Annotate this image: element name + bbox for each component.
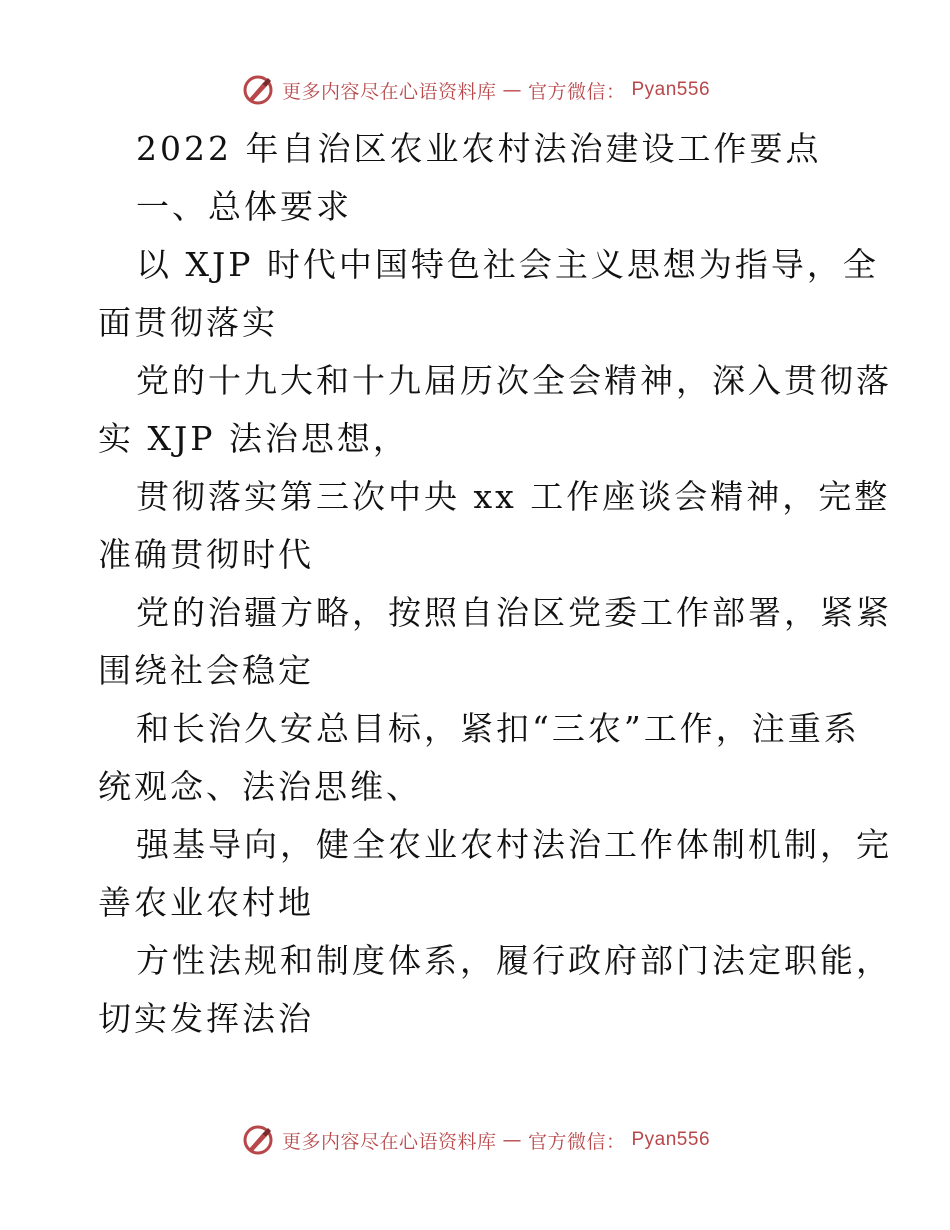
text-line: 准确贯彻时代	[98, 535, 314, 574]
text-line: 实 XJP 法治思想，	[98, 419, 409, 458]
pen-logo-icon	[240, 1122, 276, 1158]
text-line: 强基导向，健全农业农村法治工作体制机制，完	[136, 825, 892, 864]
text-line: 善农业农村地	[98, 883, 314, 922]
document-body	[98, 120, 892, 1048]
footer-watermark	[0, 1120, 950, 1160]
text-line: 党的治疆方略，按照自治区党委工作部署，紧紧	[136, 593, 892, 632]
watermark-wechat-label: 官方微信：	[527, 1130, 626, 1153]
watermark-wechat-id: Pyan556	[631, 1129, 711, 1150]
watermark-site-text: 更多内容尽在心语资料库	[281, 80, 497, 103]
document-title: 2022 年自治区农业农村法治建设工作要点	[136, 129, 822, 168]
pen-logo-icon	[240, 72, 276, 108]
watermark-site-text: 更多内容尽在心语资料库	[281, 1130, 497, 1153]
watermark-wechat-id: Pyan556	[631, 79, 711, 100]
paragraph-lines	[98, 236, 892, 1048]
text-line: 统观念、法治思维、	[98, 767, 422, 806]
text-line: 和长治久安总目标，紧扣“三农”工作，注重系	[136, 709, 860, 748]
text-line: 切实发挥法治	[98, 999, 314, 1038]
watermark-separator: —	[502, 79, 522, 101]
text-line: 面贯彻落实	[98, 303, 278, 342]
text-line: 以 XJP 时代中国特色社会主义思想为指导，全	[136, 245, 879, 284]
text-line: 方性法规和制度体系，履行政府部门法定职能，	[136, 941, 892, 980]
section-heading: 一、总体要求	[136, 187, 352, 226]
text-line: 贯彻落实第三次中央 xx 工作座谈会精神，完整	[136, 477, 891, 516]
header-watermark	[0, 70, 950, 110]
text-line: 党的十九大和十九届历次全会精神，深入贯彻落	[136, 361, 892, 400]
watermark-wechat-label: 官方微信：	[527, 80, 626, 103]
text-line: 围绕社会稳定	[98, 651, 314, 690]
watermark-separator: —	[502, 1129, 522, 1151]
